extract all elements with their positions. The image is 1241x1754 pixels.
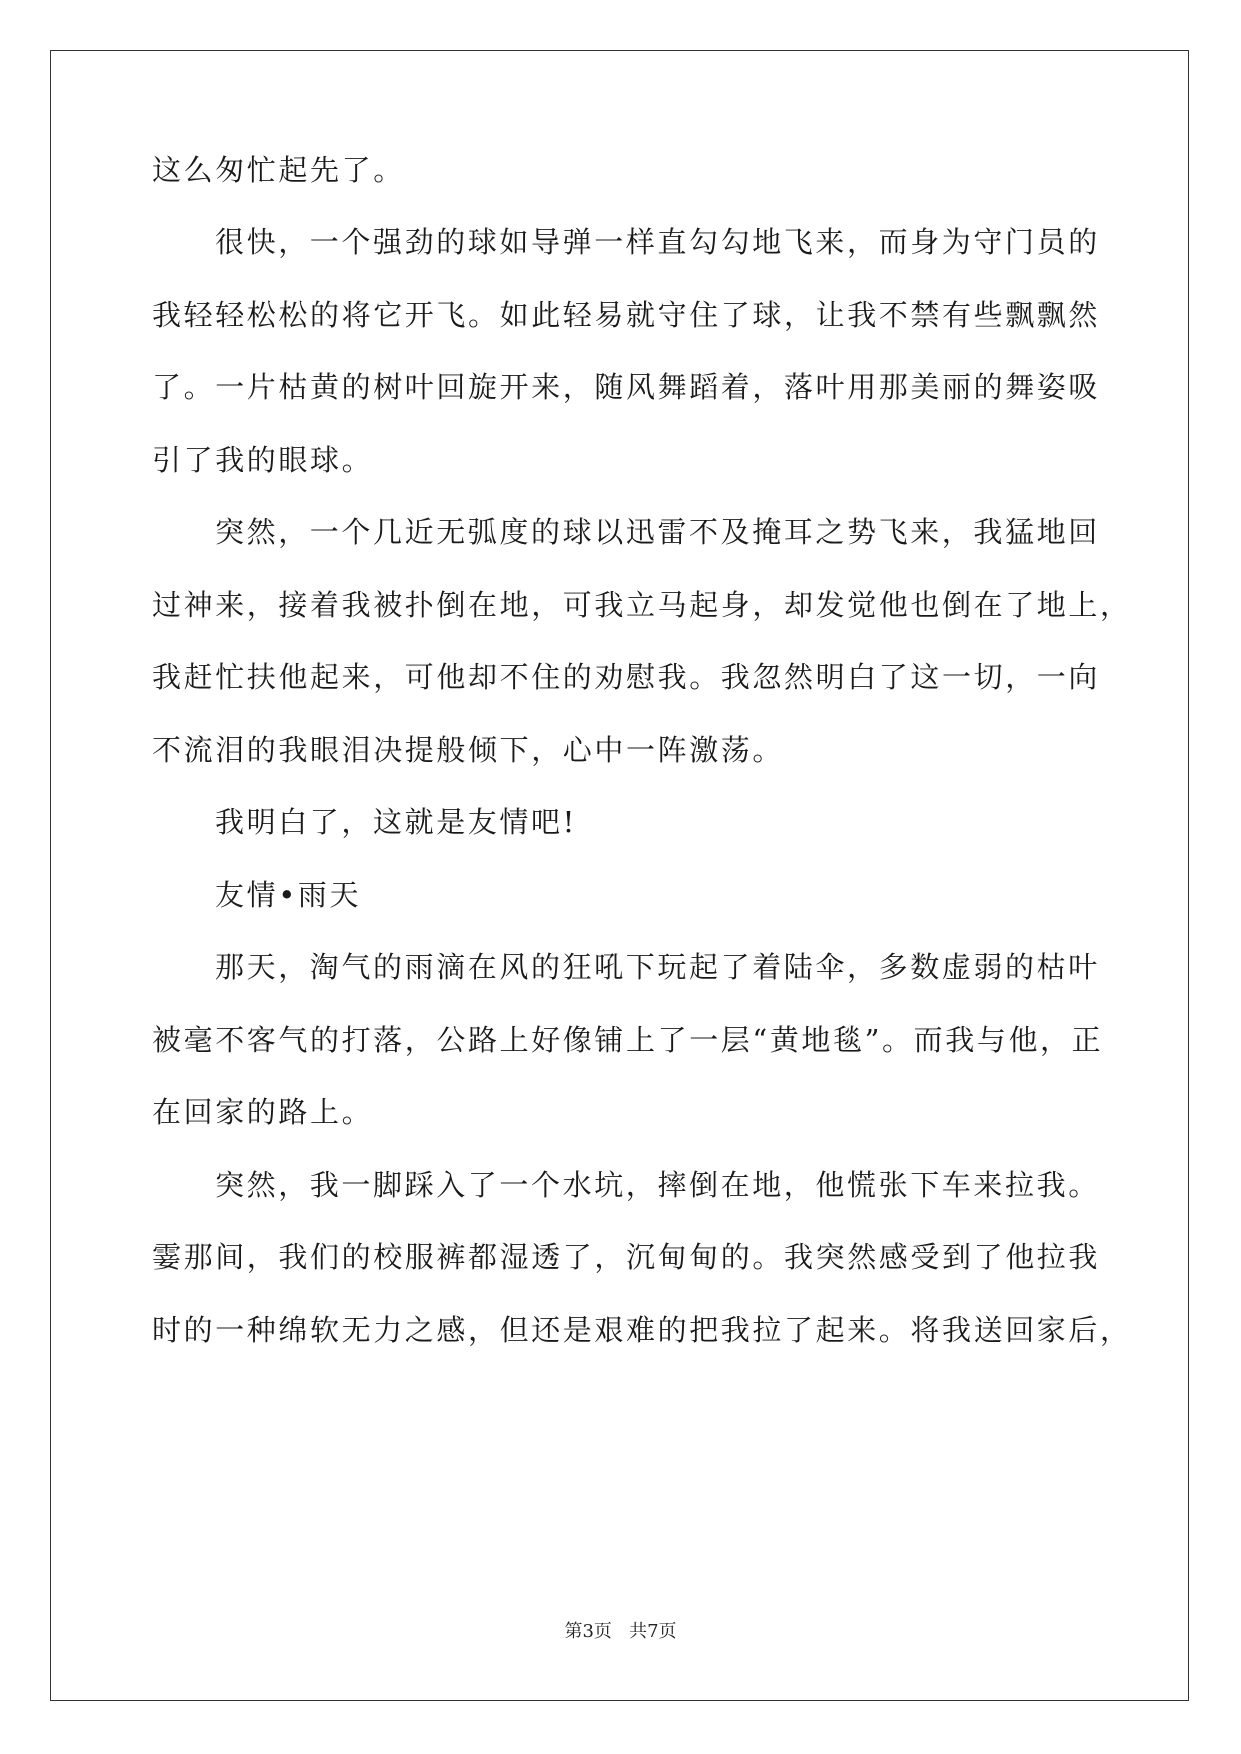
text-line: 我轻轻松松的将它开飞。如此轻易就守住了球，让我不禁有些飘飘然	[152, 298, 1101, 332]
text-line: 被毫不客气的打落，公路上好像铺上了一层“黄地毯”。而我与他，正	[152, 1023, 1104, 1057]
page-footer	[0, 1620, 1241, 1644]
text-line: 我赶忙扶他起来，可他却不住的劝慰我。我忽然明白了这一切，一向	[152, 660, 1101, 694]
text-line: 我明白了，这就是友情吧!	[215, 805, 577, 839]
text-line: 霎那间，我们的校服裤都湿透了，沉甸甸的。我突然感受到了他拉我	[152, 1240, 1101, 1274]
text-line: 那天，淘气的雨滴在风的狂吼下玩起了着陆伞，多数虚弱的枯叶	[215, 950, 1100, 984]
text-line: 这么匆忙起先了。	[152, 153, 405, 187]
text-line: 在回家的路上。	[152, 1095, 374, 1129]
text-line: 过神来，接着我被扑倒在地，可我立马起身，却发觉他也倒在了地上，	[152, 588, 1132, 622]
section-heading: 友情•雨天	[215, 878, 362, 912]
text-line: 很快，一个强劲的球如导弹一样直勾勾地飞来，而身为守门员的	[215, 225, 1100, 259]
footer-spacer	[612, 1621, 629, 1642]
text-line: 突然，一个几近无弧度的球以迅雷不及掩耳之势飞来，我猛地回	[215, 515, 1100, 549]
text-line: 引了我的眼球。	[152, 443, 374, 477]
text-line: 突然，我一脚踩入了一个水坑，摔倒在地，他慌张下车来拉我。	[215, 1168, 1100, 1202]
page-total: 共7页	[629, 1621, 677, 1642]
page-number: 第3页	[564, 1621, 612, 1642]
text-line: 时的一种绵软无力之感，但还是艰难的把我拉了起来。将我送回家后，	[152, 1313, 1132, 1347]
text-line: 了。一片枯黄的树叶回旋开来，随风舞蹈着，落叶用那美丽的舞姿吸	[152, 370, 1101, 404]
text-line: 不流泪的我眼泪决提般倾下，心中一阵激荡。	[152, 733, 785, 767]
